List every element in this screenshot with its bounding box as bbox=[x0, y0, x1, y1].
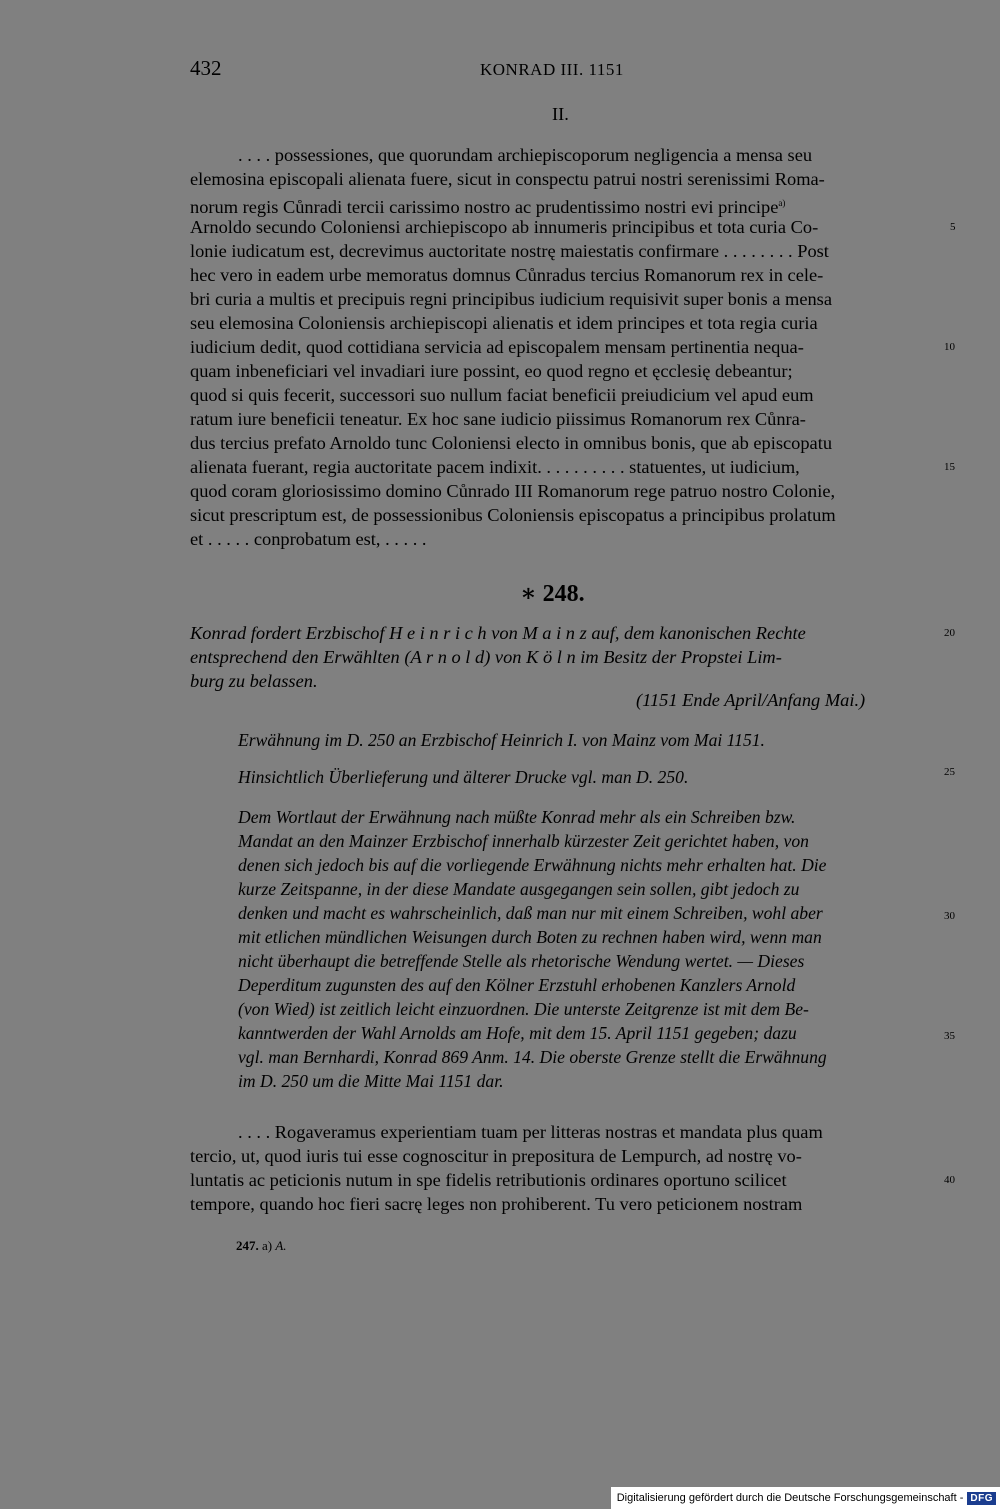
text-line: ratum iure beneficii teneatur. Ex hoc sane iudicio piissimus Romanorum rex Cůnra- bbox=[190, 409, 806, 429]
text-line: Arnoldo secundo Coloniensi archiepiscopo ab innumeris principibus et tota curia Co- bbox=[190, 217, 819, 237]
commentary-line: kanntwerden der Wahl Arnolds am Hofe, mit dem 15. April 1151 gegeben; dazu bbox=[238, 1023, 797, 1043]
commentary-line: im D. 250 um die Mitte Mai 1151 dar. bbox=[238, 1071, 504, 1091]
text-line: tercio, ut, quod iuris tui esse cognoscitur in prepositura de Lempurch, ad nostrę vo- bbox=[190, 1146, 802, 1166]
footnote-marker: a) bbox=[262, 1238, 273, 1253]
text-line: . . . . Rogaveramus experientiam tuam per litteras nostras et mandata plus quam bbox=[238, 1122, 823, 1142]
document-number: ∗ 248. bbox=[520, 581, 585, 607]
digitization-credit bbox=[611, 1487, 1000, 1509]
running-title: KONRAD III. 1151 bbox=[480, 60, 624, 79]
section-label: II. bbox=[552, 104, 569, 124]
line-number: 25 bbox=[944, 766, 955, 778]
text-line: iudicium dedit, quod cottidiana servicia ad episcopalem mensam pertinentia nequa- bbox=[190, 337, 804, 357]
footnote-text: A. bbox=[275, 1238, 287, 1253]
dfg-logo: DFG bbox=[967, 1492, 996, 1505]
commentary-line: kurze Zeitspanne, in der diese Mandate ausgegangen sein sollen, gibt jedoch zu bbox=[238, 879, 800, 899]
mention-note: Erwähnung im D. 250 an Erzbischof Heinrich I. von Mainz vom Mai 1151. bbox=[238, 730, 765, 750]
text-line: quod coram gloriosissimo domino Cůnrado III Romanorum rege patruo nostro Colonie, bbox=[190, 481, 836, 501]
text-line: elemosina episcopali alienata fuere, sicut in conspectu patrui nostri serenissimi Roma- bbox=[190, 169, 825, 189]
line-number: 40 bbox=[944, 1174, 955, 1186]
regest-line: entsprechend den Erwählten (A r n o l d) von K ö l n im Besitz der Propstei Lim- bbox=[190, 647, 782, 667]
text-line: hec vero in eadem urbe memoratus domnus Cůnradus tercius Romanorum rex in cele- bbox=[190, 265, 824, 285]
line-number: 5 bbox=[950, 221, 956, 233]
line-number: 10 bbox=[944, 341, 955, 353]
text-line: . . . . possessiones, que quorundam archiepiscoporum negligencia a mensa seu bbox=[238, 145, 813, 165]
regest-line: Konrad fordert Erzbischof H e i n r i c h von M a i n z auf, dem kanonischen Rechte bbox=[190, 623, 806, 643]
commentary-line: denken und macht es wahrscheinlich, daß man nur mit einem Schreiben, wohl aber bbox=[238, 903, 823, 923]
text-line: quam inbeneficiari vel invadiari iure possint, eo quod regno et ęcclesię debeantur; bbox=[190, 361, 793, 381]
tradition-note: Hinsichtlich Überlieferung und älterer Drucke vgl. man D. 250. bbox=[238, 767, 689, 787]
text-line: bri curia a multis et precipuis regni principibus iudicium requisivit super bonis a mensa bbox=[190, 289, 833, 309]
commentary-line: mit etlichen mündlichen Weisungen durch Boten zu rechnen haben wird, wenn man bbox=[238, 927, 822, 947]
commentary-line: Deperditum zugunsten des auf den Kölner Erzstuhl erhobenen Kanzlers Arnold bbox=[238, 975, 796, 995]
commentary-line: (von Wied) ist zeitlich leicht einzuordnen. Die unterste Zeitgrenze ist mit dem Be- bbox=[238, 999, 809, 1019]
text-line: lonie iudicatum est, decrevimus auctoritate nostrę maiestatis confirmare . . . . . . . . Post bbox=[190, 241, 829, 261]
footnote-ref: 247. bbox=[236, 1238, 259, 1253]
line-number: 20 bbox=[944, 627, 955, 639]
commentary-line: vgl. man Bernhardi, Konrad 869 Anm. 14. Die oberste Grenze stellt die Erwähnung bbox=[238, 1047, 827, 1067]
footnote bbox=[236, 1238, 287, 1254]
footnote-marker: a) bbox=[778, 198, 786, 208]
dating: (1151 Ende April/Anfang Mai.) bbox=[636, 690, 866, 710]
text-line: seu elemosina Coloniensis archiepiscopi alienatis et idem principes et tota regia curia bbox=[190, 313, 818, 333]
regest-line: burg zu belassen. bbox=[190, 671, 318, 691]
line-number: 30 bbox=[944, 910, 955, 922]
text-line: quod si quis fecerit, successori suo nullum faciat beneficii preiudicium vel apud eum bbox=[190, 385, 814, 405]
text-line: norum regis Cůnradi tercii carissimo nostro ac prudentissimo nostri evi principe$^{a)}$ bbox=[190, 197, 786, 218]
line-number: 35 bbox=[944, 1030, 955, 1042]
credit-text: Digitalisierung gefördert durch die Deutsche Forschungsgemeinschaft - bbox=[616, 1492, 964, 1504]
text-line: sicut prescriptum est, de possessionibus Coloniensis episcopatus a principibus prolatum bbox=[190, 505, 836, 525]
text-line: alienata fuerant, regia auctoritate pacem indixit. . . . . . . . . . statuentes, ut iudicium, bbox=[190, 457, 800, 477]
text-line: dus tercius prefato Arnoldo tunc Coloniensi electo in omnibus bonis, que ab episcopatu bbox=[190, 433, 833, 453]
page-number: 432 bbox=[190, 56, 222, 80]
commentary-line: Mandat an den Mainzer Erzbischof innerhalb kürzester Zeit gerichtet haben, von bbox=[238, 831, 809, 851]
text-line: et . . . . . conprobatum est, . . . . . bbox=[190, 529, 427, 549]
line-number: 15 bbox=[944, 461, 955, 473]
commentary-line: nicht überhaupt die betreffende Stelle als rhetorische Wendung wertet. — Dieses bbox=[238, 951, 805, 971]
text-line: tempore, quando hoc fieri sacrę leges non prohiberent. Tu vero peticionem nostram bbox=[190, 1194, 803, 1214]
text-line: luntatis ac peticionis nutum in spe fidelis retributionis ordinares oportuno scilicet bbox=[190, 1170, 787, 1190]
commentary-line: Dem Wortlaut der Erwähnung nach müßte Konrad mehr als ein Schreiben bzw. bbox=[238, 807, 796, 827]
commentary-line: denen sich jedoch bis auf die vorliegende Erwähnung nichts mehr erhalten hat. Die bbox=[238, 855, 827, 875]
